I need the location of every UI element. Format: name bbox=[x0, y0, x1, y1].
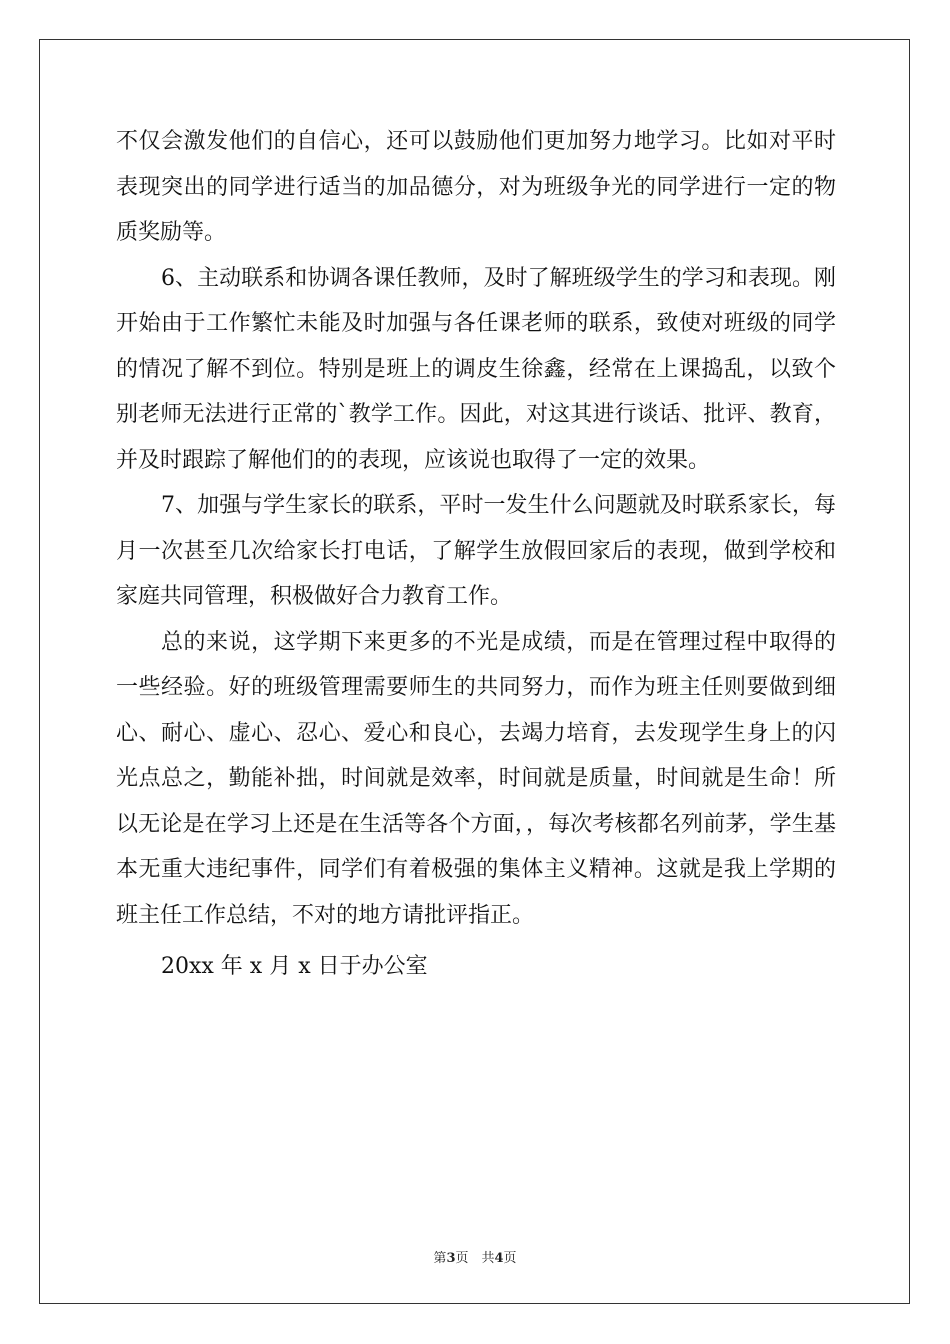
paragraph-summary: 总的来说，这学期下来更多的不光是成绩，而是在管理过程中取得的一些经验。好的班级管理需要师生的共同努力，而作为班主任则要做到细心、耐心、虚心、忍心、爱心和良心，去竭力培育，去发现学生身上的闪光点总之，勤能补拙，时间就是效率，时间就是质量，时间就是生命！所以无论是在学习上还是在生活等各个方面，，每次考核都名列前茅，学生基本无重大违纪事件，同学们有着极强的集体主义精神。这就是我上学期的班主任工作总结，不对的地方请批评指正。 bbox=[116, 629, 836, 928]
page-footer bbox=[0, 1247, 950, 1266]
paragraph-continuation: 不仅会激发他们的自信心，还可以鼓励他们更加努力地学习。比如对平时表现突出的同学进行适当的加品德分，对为班级争光的同学进行一定的物质奖励等。 bbox=[116, 129, 836, 245]
signature-date: 20xx 年 x 月 x 日于办公室 bbox=[161, 954, 428, 979]
paragraph-item-6: 6、主动联系和协调各课任教师，及时了解班级学生的学习和表现。刚开始由于工作繁忙未能及时加强与各任课老师的联系，致使对班级的同学的情况了解不到位。特别是班上的调皮生徐鑫，经常在上课捣乱，以致个别老师无法进行正常的`教学工作。因此，对这其进行谈话、批评、教育，并及时跟踪了解他们的的表现，应该说也取得了一定的效果。 bbox=[116, 265, 836, 473]
footer-mid: 页 共 bbox=[455, 1251, 495, 1266]
document-body bbox=[116, 119, 836, 990]
current-page-number: 3 bbox=[446, 1251, 456, 1266]
total-page-number: 4 bbox=[494, 1251, 504, 1266]
footer-suffix: 页 bbox=[503, 1251, 517, 1266]
footer-prefix: 第 bbox=[433, 1251, 447, 1266]
paragraph-item-7: 7、加强与学生家长的联系，平时一发生什么问题就及时联系家长，每月一次甚至几次给家长打电话，了解学生放假回家后的表现，做到学校和家庭共同管理，积极做好合力教育工作。 bbox=[116, 493, 836, 609]
